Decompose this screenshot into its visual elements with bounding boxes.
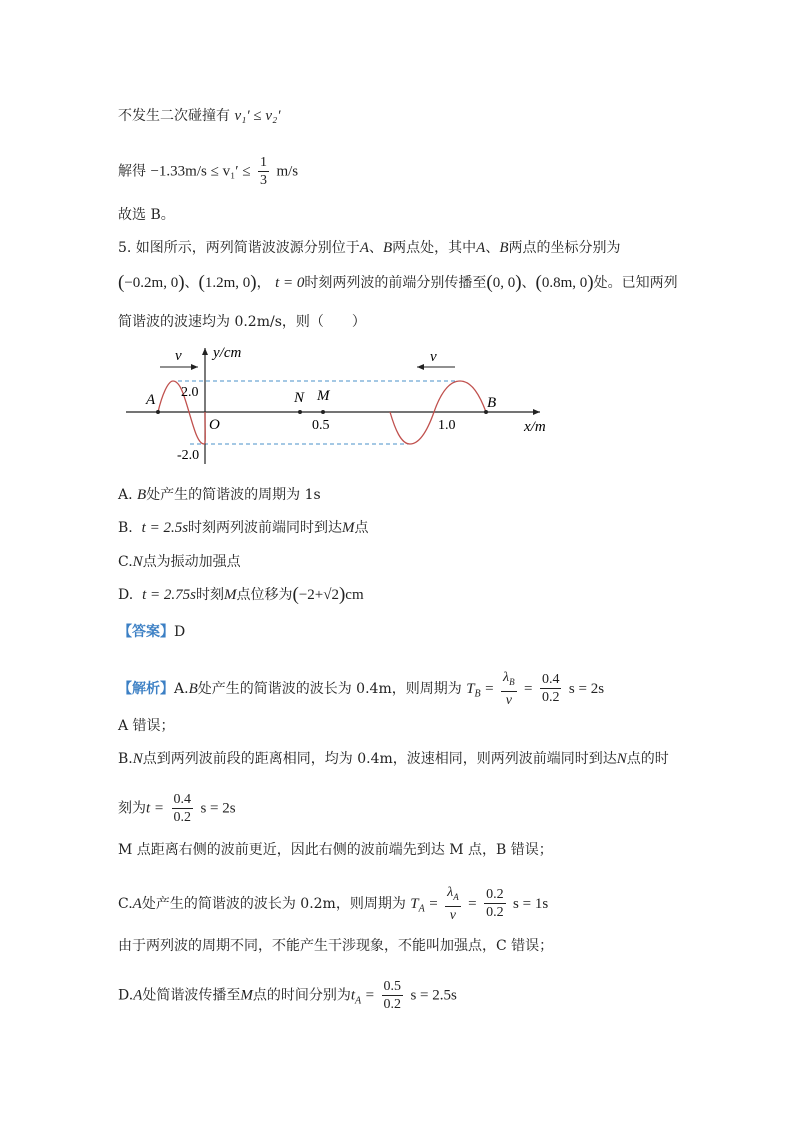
question-5-line-1 (118, 238, 621, 258)
text-line-3: 故选 B。 (118, 207, 175, 223)
v-label-right: v (430, 349, 437, 365)
time: t = 2.5s (141, 520, 189, 536)
period-symbol: T (410, 895, 419, 912)
option-a (118, 485, 321, 505)
sqrt: √2 (323, 587, 339, 603)
point-a: A (359, 240, 369, 256)
coord-o: 0, 0 (492, 275, 516, 291)
equals: = (365, 987, 375, 1004)
text: 两点的坐标分别为 (508, 240, 621, 256)
text-line-1 (118, 106, 281, 126)
unit: m/s (276, 163, 299, 180)
sep: 、 (184, 275, 199, 291)
text: 点为振动加强点 (142, 554, 241, 570)
analysis-line-3 (118, 749, 669, 769)
option-d (118, 585, 364, 605)
math: −2+ (298, 587, 324, 603)
denominator: 0.2 (486, 905, 504, 921)
option-letter: C. (118, 554, 133, 570)
text: 5. 如图所示，两列简谐波波源分别位于 (118, 240, 360, 256)
fraction (172, 791, 194, 826)
text: 点的时间分别为 (252, 987, 351, 1004)
unit: cm (345, 587, 364, 603)
paren: ( (535, 272, 542, 293)
numerator: 0.5 (383, 979, 402, 994)
math-lhs: −1.33m/s ≤ v₁′ ≤ (150, 163, 251, 180)
fraction (445, 884, 461, 924)
text: 处简谐波传播至 (142, 987, 241, 1004)
equals: = (468, 895, 477, 912)
denominator: 0.2 (383, 997, 402, 1012)
numerator: 0.4 (541, 672, 560, 688)
option-letter: A. (118, 487, 133, 503)
paren: ) (338, 584, 346, 605)
label-b: B (487, 395, 497, 411)
subscript: B (509, 676, 515, 687)
point-b: B (499, 240, 509, 256)
text: 点位移为 (236, 587, 293, 603)
label-o: O (209, 417, 220, 433)
wave-figure (120, 340, 560, 465)
subscript: A (418, 903, 425, 915)
paren: ( (486, 272, 493, 293)
paren: ( (198, 272, 205, 293)
option-letter: B. (118, 520, 133, 536)
time: t = (146, 800, 165, 817)
analysis-line-5: M 点距离右侧的波前更近，因此右侧的波前端先到达 M 点，B 错误； (118, 842, 553, 858)
denominator: v (505, 692, 512, 708)
text-line-2 (118, 154, 298, 189)
question-5-line-2 (118, 273, 678, 293)
analysis-label: 【解析】 (118, 680, 174, 697)
numerator: 1 (260, 155, 268, 170)
comma: ， (256, 275, 271, 291)
point-a: A (133, 987, 143, 1004)
answer-label: 【答案】 (118, 624, 174, 640)
option-b (118, 518, 369, 538)
subscript: A (453, 891, 459, 902)
fraction (540, 671, 562, 706)
denominator: 0.2 (541, 690, 560, 706)
v-label-left: v (175, 348, 182, 364)
point-n: N (132, 751, 143, 767)
text: 时刻 (195, 587, 224, 603)
text: 处。已知两列 (593, 275, 678, 291)
x-axis-label: x/m (524, 419, 546, 435)
text: 时刻两列波的前端分别传播至 (304, 275, 487, 291)
subscript: B (474, 688, 481, 700)
text: 处产生的简谐波的波长为 0.2m，则周期为 (141, 895, 406, 912)
result: s = 2s (200, 800, 236, 817)
point-m-dot (321, 410, 325, 414)
sep: 、 (485, 240, 500, 256)
answer-line (118, 622, 185, 642)
lambda: λ (447, 885, 454, 900)
y-axis-label: y/cm (213, 345, 242, 361)
text: 解得 (118, 163, 146, 180)
point-m: M (240, 987, 253, 1004)
text: 点到两列波前段的距离相同，均为 0.4m，波速相同，则两列波前端同时到达 (142, 751, 617, 767)
result: s = 2.5s (410, 987, 457, 1004)
point-a-dot (156, 410, 160, 414)
text: 时刻两列波前端同时到达 (188, 520, 343, 536)
text: A. (174, 680, 189, 697)
text: 两点处，其中 (392, 240, 477, 256)
option-c (118, 552, 241, 572)
text: 点 (354, 520, 369, 536)
label-a: A (146, 392, 156, 408)
paren: ( (292, 584, 299, 605)
analysis-line-8 (118, 978, 457, 1013)
coord-b: 1.2m, 0 (204, 275, 251, 291)
point-n: N (616, 751, 627, 767)
numerator: 0.2 (486, 887, 504, 903)
tick-05: 0.5 (312, 418, 330, 433)
analysis-line-1 (118, 669, 604, 709)
fraction (501, 669, 517, 709)
sep: 、 (521, 275, 536, 291)
math-inequality: v₁′ ≤ v₂′ (234, 108, 281, 124)
label-m: M (317, 388, 330, 404)
paren: ( (118, 272, 125, 293)
fraction (484, 886, 506, 921)
numerator (501, 669, 517, 692)
label-n: N (294, 390, 305, 406)
paren: ) (178, 272, 185, 293)
numerator: 0.4 (173, 792, 191, 807)
text: 处产生的简谐波的波长为 0.4m，则周期为 (197, 680, 462, 697)
result: s = 2s (568, 680, 605, 697)
text: D. (118, 987, 134, 1004)
time: t = 2.75s (142, 587, 196, 603)
result: s = 1s (513, 895, 549, 912)
text: B. (118, 751, 133, 767)
point-b: B (188, 680, 198, 697)
text: 处产生的简谐波的周期为 1s (146, 487, 321, 503)
analysis-line-7: 由于两列波的周期不同，不能产生干涉现象，不能叫加强点，C 错误； (118, 938, 554, 954)
paren: ) (250, 272, 257, 293)
analysis-line-4 (118, 791, 236, 826)
point-m: M (342, 520, 355, 536)
equals: = (524, 680, 533, 697)
analysis-line-6 (118, 884, 548, 924)
point-b: B (137, 487, 147, 503)
point-b: B (382, 240, 393, 256)
fraction (382, 978, 404, 1013)
option-letter: D. (118, 587, 134, 603)
lambda: λ (503, 670, 510, 685)
coord-a: −0.2m, 0 (124, 275, 179, 291)
text: 刻为 (118, 800, 146, 817)
tick-top: 2.0 (181, 385, 199, 400)
analysis-line-2: A 错误； (118, 718, 175, 734)
sep: 、 (368, 240, 383, 256)
denominator: 0.2 (173, 810, 191, 825)
subscript: A (355, 995, 362, 1007)
point-m: M (223, 587, 237, 603)
time-symbol: t (350, 987, 356, 1004)
point-a: A (476, 240, 486, 256)
point-n: N (132, 554, 143, 570)
text: C. (118, 895, 133, 912)
time: t = 0 (275, 275, 305, 291)
tick-10: 1.0 (438, 418, 456, 433)
question-5-line-3: 简谐波的波速均为 0.2m/s，则（ ） (118, 314, 366, 330)
paren: ) (587, 272, 594, 293)
tick-bottom: -2.0 (177, 448, 200, 463)
denominator: v (449, 907, 457, 923)
text: 不发生二次碰撞有 (118, 108, 230, 124)
coord-front: 0.8m, 0 (541, 275, 588, 291)
answer-value: D (174, 624, 186, 640)
denominator: 3 (260, 173, 268, 188)
equals: = (429, 895, 438, 912)
point-a: A (132, 895, 142, 912)
point-n-dot (298, 410, 302, 414)
fraction (258, 154, 269, 189)
paren: ) (515, 272, 522, 293)
equals: = (485, 680, 494, 697)
numerator (445, 884, 461, 907)
period-symbol: T (466, 680, 475, 697)
text: 点的时 (626, 751, 669, 767)
